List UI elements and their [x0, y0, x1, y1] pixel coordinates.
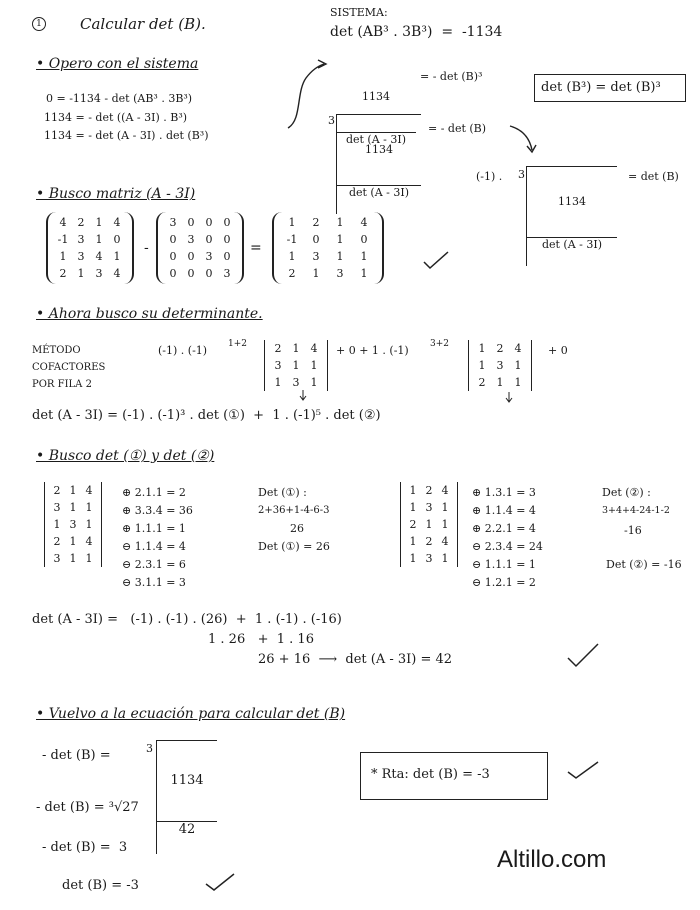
- solve-line-1-index: 3: [146, 742, 153, 755]
- matrix-entry: 0: [223, 216, 231, 229]
- det2-expression: 3+4+4-24-1-2: [602, 505, 670, 516]
- matrix-entry: 3: [312, 250, 320, 263]
- matrix-entry: 3: [425, 552, 433, 565]
- result-root-num: 1134: [558, 195, 586, 208]
- matrix-entry: 0: [169, 233, 177, 246]
- matrix-entry: 3: [223, 267, 231, 280]
- matrix-entry: 3: [53, 501, 61, 514]
- matrix-entry: 0: [223, 233, 231, 246]
- matrix-entry: 0: [205, 233, 213, 246]
- matrix-entry: 0: [169, 267, 177, 280]
- matrix-entry: 1: [336, 216, 344, 229]
- matrix-entry: 1: [85, 518, 93, 531]
- det-expansion-line: det (A - 3I) = (-1) . (-1)³ . det (①) + 1 . (-1)⁵ . det (②): [32, 408, 381, 423]
- root-index-1: 3: [328, 114, 335, 127]
- matrix-entry: 2: [77, 216, 85, 229]
- solve-line-2: - det (B) = ³√27: [36, 800, 139, 815]
- fraction-1-num: 1134: [362, 90, 390, 103]
- matrix-entry: 3: [169, 216, 177, 229]
- sarrus-2-term-3: ⊕ 2.2.1 = 4: [472, 522, 536, 535]
- solve-line-3: - det (B) = 3: [42, 840, 128, 855]
- matrix-entry: 1: [336, 233, 344, 246]
- matrix-entry: 1: [69, 552, 77, 565]
- matrix-entry: 4: [85, 484, 93, 497]
- matrix-entry: 0: [187, 216, 195, 229]
- cofactor-mid: + 0 + 1 . (-1): [336, 344, 409, 357]
- matrix-entry: 0: [187, 250, 195, 263]
- matrix-entry: 0: [205, 216, 213, 229]
- matrix-entry: 1: [69, 535, 77, 548]
- check-mark-3: [568, 762, 598, 778]
- matrix-entry: 1: [274, 376, 282, 389]
- matrix-entry: 0: [312, 233, 320, 246]
- matrix-entry: 2: [425, 484, 433, 497]
- matrix-3i: [156, 212, 244, 284]
- matrix-entry: 4: [85, 535, 93, 548]
- sarrus-1-term-6: ⊖ 3.1.1 = 3: [122, 576, 186, 589]
- result-rhs: = det (B): [628, 170, 679, 183]
- matrix-entry: 0: [113, 233, 121, 246]
- matrix-entry: 1: [360, 250, 368, 263]
- section-heading-1: • Opero con el sistema: [36, 56, 199, 72]
- down-arrow-1: [300, 390, 306, 400]
- matrix-entry: 1: [95, 216, 103, 229]
- matrix-entry: 3: [425, 501, 433, 514]
- matrix-entry: 2: [53, 535, 61, 548]
- eq-line-3: 1134 = - det (A - 3I) . det (B³): [44, 129, 209, 142]
- matrix-entry: 4: [59, 216, 67, 229]
- solve-line-1-root: [156, 740, 217, 854]
- cofactor-tail: + 0: [548, 344, 568, 357]
- matrix-entry: 1: [478, 342, 486, 355]
- operator-equals: =: [250, 240, 262, 256]
- matrix-entry: 3: [53, 552, 61, 565]
- matrix-entry: 2: [425, 535, 433, 548]
- matrix-entry: 1: [85, 552, 93, 565]
- matrix-entry: 1: [425, 518, 433, 531]
- boxed-identity: [534, 74, 686, 102]
- method-line-2: COFACTORES: [32, 362, 106, 373]
- down-arrow-2: [506, 392, 512, 402]
- matrix-entry: 0: [205, 267, 213, 280]
- matrix-entry: 1: [288, 250, 296, 263]
- matrix-entry: 1: [77, 267, 85, 280]
- sarrus-1-term-2: ⊕ 3.3.4 = 36: [122, 504, 193, 517]
- root-1: [336, 114, 421, 214]
- root-1-num: 1134: [365, 143, 393, 156]
- solve-line-4: det (B) = -3: [62, 878, 139, 893]
- det1-title: Det (①) :: [258, 486, 307, 499]
- check-mark-4: [206, 874, 234, 890]
- eq-line-2: 1134 = - det ((A - 3I) . B³): [44, 111, 188, 124]
- minor-2: [468, 340, 532, 391]
- matrix-entry: 1: [69, 484, 77, 497]
- sarrus-matrix-2: [400, 482, 458, 567]
- matrix-entry: 4: [441, 484, 449, 497]
- matrix-entry: 3: [292, 376, 300, 389]
- matrix-a: [46, 212, 134, 284]
- matrix-entry: 4: [113, 267, 121, 280]
- check-mark-1: [424, 252, 448, 268]
- sarrus-2-term-1: ⊕ 1.3.1 = 3: [472, 486, 536, 499]
- matrix-entry: 2: [59, 267, 67, 280]
- matrix-entry: 4: [360, 216, 368, 229]
- matrix-entry: 4: [441, 535, 449, 548]
- arrow-curve-2: [510, 126, 532, 150]
- solve-line-1-den: 42: [157, 821, 217, 838]
- watermark: Altillo.com: [497, 846, 607, 873]
- matrix-entry: 3: [496, 359, 504, 372]
- matrix-entry: 1: [113, 250, 121, 263]
- matrix-entry: 1: [310, 359, 318, 372]
- det2-value: -16: [624, 524, 642, 537]
- det2-title: Det (②) :: [602, 486, 651, 499]
- matrix-entry: 0: [360, 233, 368, 246]
- result-root-den: det (A - 3I): [527, 237, 617, 252]
- matrix-entry: 3: [95, 267, 103, 280]
- eq-line-1: 0 = -1134 - det (AB³ . 3B³): [46, 92, 193, 105]
- section-heading-2: • Busco matriz (A - 3I): [36, 186, 196, 202]
- sarrus-matrix-1: [44, 482, 102, 567]
- operator-minus: -: [144, 240, 149, 256]
- matrix-entry: 1: [312, 267, 320, 280]
- system-label: SISTEMA:: [330, 6, 388, 19]
- matrix-entry: 4: [95, 250, 103, 263]
- matrix-entry: 1: [292, 359, 300, 372]
- item-number: 1: [32, 14, 46, 31]
- matrix-entry: 0: [169, 250, 177, 263]
- matrix-entry: 1: [336, 250, 344, 263]
- matrix-entry: 1: [59, 250, 67, 263]
- matrix-entry: 3: [77, 233, 85, 246]
- cofactor-mid-exp: 3+2: [430, 339, 449, 349]
- matrix-entry: 1: [310, 376, 318, 389]
- answer-box: [360, 752, 548, 800]
- result-root: [526, 166, 617, 266]
- page-title: Calcular det (B).: [80, 15, 206, 33]
- matrix-entry: -1: [57, 233, 69, 246]
- matrix-entry: 1: [409, 535, 417, 548]
- matrix-entry: 1: [441, 501, 449, 514]
- matrix-entry: 2: [53, 484, 61, 497]
- matrix-entry: 3: [187, 233, 195, 246]
- minor-1: [264, 340, 328, 391]
- matrix-entry: 3: [274, 359, 282, 372]
- matrix-entry: 1: [409, 552, 417, 565]
- matrix-entry: 0: [223, 250, 231, 263]
- answer-text: * Rta: det (B) = -3: [371, 767, 490, 782]
- matrix-result: [272, 212, 384, 284]
- matrix-entry: 1: [514, 376, 522, 389]
- solve-line-1-lhs: - det (B) =: [42, 748, 111, 763]
- boxed-identity-text: det (B³) = det (B)³: [541, 80, 661, 95]
- matrix-entry: 3: [69, 518, 77, 531]
- matrix-entry: -1: [286, 233, 298, 246]
- matrix-entry: 3: [205, 250, 213, 263]
- matrix-entry: 1: [478, 359, 486, 372]
- result-lhs: (-1) .: [476, 170, 503, 183]
- matrix-entry: 1: [496, 376, 504, 389]
- sarrus-1-term-4: ⊖ 1.1.4 = 4: [122, 540, 186, 553]
- sarrus-2-term-6: ⊖ 1.2.1 = 2: [472, 576, 536, 589]
- matrix-entry: 4: [310, 342, 318, 355]
- matrix-entry: 1: [95, 233, 103, 246]
- system-equation: det (AB³ . 3B³) = -1134: [330, 24, 503, 40]
- final-det-line-3: 26 + 16 ⟶ det (A - 3I) = 42: [258, 652, 453, 667]
- root-1-rhs: = - det (B): [428, 122, 487, 135]
- matrix-entry: 2: [409, 518, 417, 531]
- matrix-entry: 4: [514, 342, 522, 355]
- matrix-entry: 2: [274, 342, 282, 355]
- det1-value: 26: [290, 522, 304, 535]
- sarrus-2-term-4: ⊖ 2.3.4 = 24: [472, 540, 543, 553]
- matrix-entry: 1: [288, 216, 296, 229]
- matrix-entry: 2: [288, 267, 296, 280]
- sarrus-2-term-2: ⊕ 1.1.4 = 4: [472, 504, 536, 517]
- matrix-entry: 1: [69, 501, 77, 514]
- check-mark-2: [568, 644, 598, 666]
- section-heading-4: • Busco det (①) y det (②): [36, 448, 215, 464]
- section-heading-3: • Ahora busco su determinante.: [36, 306, 263, 322]
- matrix-entry: 1: [409, 501, 417, 514]
- fraction-1-den: det (A - 3I): [336, 132, 416, 147]
- matrix-entry: 1: [85, 501, 93, 514]
- matrix-entry: 1: [409, 484, 417, 497]
- cofactor-lead: (-1) . (-1): [158, 344, 208, 357]
- matrix-entry: 1: [292, 342, 300, 355]
- solve-line-1-num: 1134: [170, 773, 204, 788]
- sarrus-1-term-1: ⊕ 2.1.1 = 2: [122, 486, 186, 499]
- det1-expression: 2+36+1-4-6-3: [258, 505, 330, 516]
- matrix-entry: 1: [441, 518, 449, 531]
- matrix-entry: 3: [77, 250, 85, 263]
- final-det-line-1: det (A - 3I) = (-1) . (-1) . (26) + 1 . (-1) . (-16): [32, 612, 342, 627]
- matrix-entry: 3: [336, 267, 344, 280]
- matrix-entry: 4: [113, 216, 121, 229]
- det1-result: Det (①) = 26: [258, 540, 330, 553]
- matrix-entry: 2: [496, 342, 504, 355]
- sarrus-1-term-3: ⊕ 1.1.1 = 1: [122, 522, 186, 535]
- matrix-entry: 2: [312, 216, 320, 229]
- matrix-entry: 0: [187, 267, 195, 280]
- matrix-entry: 1: [441, 552, 449, 565]
- matrix-entry: 2: [478, 376, 486, 389]
- method-line-1: MÉTODO: [32, 345, 81, 356]
- result-root-index: 3: [518, 168, 525, 181]
- section-heading-5: • Vuelvo a la ecuación para calcular det (B): [36, 706, 346, 722]
- sarrus-1-term-5: ⊖ 2.3.1 = 6: [122, 558, 186, 571]
- arrow-curve-1: [288, 64, 324, 128]
- sarrus-2-term-5: ⊖ 1.1.1 = 1: [472, 558, 536, 571]
- matrix-entry: 1: [53, 518, 61, 531]
- method-line-3: POR FILA 2: [32, 379, 92, 390]
- matrix-entry: 1: [514, 359, 522, 372]
- fraction-1-rhs: = - det (B)³: [420, 70, 483, 83]
- cofactor-lead-exp: 1+2: [228, 339, 247, 349]
- matrix-entry: 1: [360, 267, 368, 280]
- root-1-den: det (A - 3I): [337, 185, 421, 200]
- det2-result: Det (②) = -16: [606, 558, 682, 571]
- final-det-line-2: 1 . 26 + 1 . 16: [208, 632, 314, 647]
